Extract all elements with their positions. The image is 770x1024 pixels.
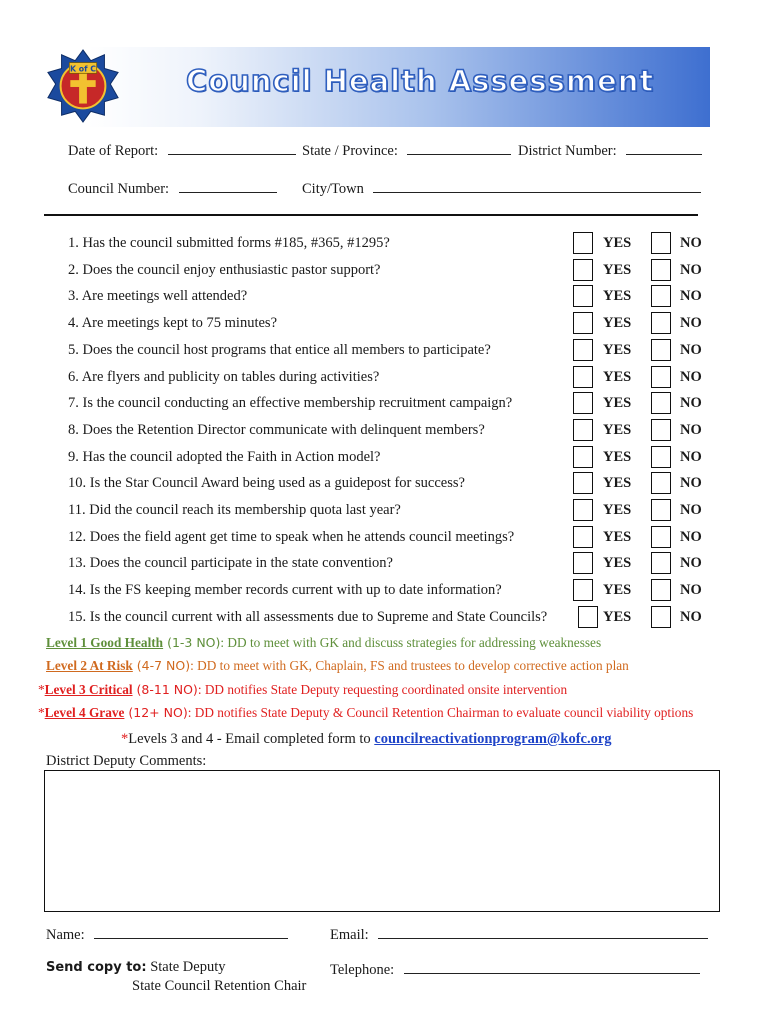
- no-label: NO: [680, 582, 702, 599]
- yes-label: YES: [603, 582, 632, 599]
- no-label: NO: [680, 368, 702, 385]
- no-checkbox[interactable]: [651, 472, 671, 494]
- kofc-emblem-logo: [44, 47, 122, 125]
- yes-checkbox[interactable]: [573, 259, 593, 281]
- no-checkbox[interactable]: [651, 232, 671, 254]
- level-range: (4-7 NO): [132, 658, 191, 673]
- level-3-line: [38, 682, 567, 698]
- question-text: 12. Does the field agent get time to speak when he attends council meetings?: [68, 528, 515, 545]
- state-province-row: [302, 140, 511, 160]
- recipient-state-deputy: State Deputy: [150, 959, 226, 975]
- state-province-field[interactable]: [407, 140, 511, 155]
- no-checkbox[interactable]: [651, 259, 671, 281]
- no-checkbox[interactable]: [651, 339, 671, 361]
- yes-checkbox[interactable]: [573, 285, 593, 307]
- name-label: Name:: [46, 927, 85, 943]
- send-copy-row: [46, 959, 226, 976]
- level-range: (8-11 NO): [132, 682, 198, 697]
- comments-textarea[interactable]: [44, 770, 720, 912]
- no-label: NO: [680, 288, 702, 305]
- level-prefix: *: [38, 705, 45, 720]
- no-label: NO: [680, 315, 702, 332]
- no-checkbox[interactable]: [651, 606, 671, 628]
- no-label: NO: [680, 502, 702, 518]
- no-checkbox[interactable]: [651, 499, 671, 521]
- no-checkbox[interactable]: [651, 419, 671, 441]
- no-checkbox[interactable]: [651, 392, 671, 414]
- question-text: 13. Does the council participate in the state convention?: [68, 555, 393, 572]
- level-2-line: [46, 658, 629, 674]
- question-text: 1. Has the council submitted forms #185, #365, #1295?: [68, 235, 390, 251]
- comments-label: District Deputy Comments:: [46, 753, 207, 769]
- yes-label: YES: [603, 528, 632, 545]
- level-range: (1-3 NO): [163, 635, 221, 650]
- yes-checkbox[interactable]: [573, 392, 593, 414]
- no-label: NO: [680, 475, 702, 492]
- name-row: [46, 924, 288, 944]
- yes-checkbox[interactable]: [573, 366, 593, 388]
- no-checkbox[interactable]: [651, 285, 671, 307]
- yes-checkbox[interactable]: [573, 339, 593, 361]
- level-range: (12+ NO): [124, 705, 188, 720]
- yes-checkbox[interactable]: [573, 446, 593, 468]
- level-description: : DD notifies State Deputy & Council Retention Chairman to evaluate council viability options: [187, 705, 694, 720]
- email-field[interactable]: [378, 924, 708, 939]
- no-label: NO: [680, 555, 702, 572]
- page-title: Council Health Assessment: [186, 64, 655, 98]
- level-description: : DD to meet with GK, Chaplain, FS and trustees to develop corrective action plan: [190, 658, 629, 673]
- telephone-label: Telephone:: [330, 962, 395, 978]
- yes-checkbox[interactable]: [573, 526, 593, 548]
- council-number-row: [68, 178, 277, 198]
- email-note-star: *: [121, 731, 129, 747]
- city-town-row: [302, 178, 701, 198]
- yes-label: YES: [603, 475, 632, 492]
- level-label: Level 1 Good Health: [46, 635, 164, 650]
- no-checkbox[interactable]: [651, 579, 671, 601]
- yes-label: YES: [603, 502, 632, 518]
- no-label: NO: [680, 608, 702, 625]
- section-divider: [44, 214, 698, 216]
- yes-label: YES: [603, 235, 632, 251]
- yes-checkbox[interactable]: [573, 419, 593, 441]
- telephone-field[interactable]: [404, 959, 700, 974]
- date-of-report-row: [68, 140, 296, 160]
- question-text: 9. Has the council adopted the Faith in Action model?: [68, 448, 381, 465]
- level-description: : DD notifies State Deputy requesting coordinated onsite intervention: [197, 682, 568, 697]
- no-label: NO: [680, 235, 702, 251]
- yes-label: YES: [603, 368, 632, 385]
- name-field[interactable]: [94, 924, 288, 939]
- email-note-text: Levels 3 and 4 - Email completed form to: [128, 731, 375, 747]
- yes-checkbox[interactable]: [573, 472, 593, 494]
- yes-checkbox[interactable]: [573, 552, 593, 574]
- question-text: 4. Are meetings kept to 75 minutes?: [68, 315, 278, 332]
- no-label: NO: [680, 448, 702, 465]
- yes-label: YES: [603, 261, 632, 278]
- date-of-report-field[interactable]: [168, 140, 296, 155]
- council-number-field[interactable]: [179, 178, 277, 193]
- council-number-label: Council Number:: [68, 181, 170, 197]
- no-checkbox[interactable]: [651, 366, 671, 388]
- level-prefix: *: [38, 682, 45, 697]
- no-label: NO: [680, 421, 702, 438]
- no-checkbox[interactable]: [651, 312, 671, 334]
- question-text: 15. Is the council current with all assessments due to Supreme and State Councils?: [68, 608, 548, 625]
- city-town-label: City/Town: [302, 181, 364, 197]
- level-label: Level 2 At Risk: [46, 658, 133, 673]
- question-text: 10. Is the Star Council Award being used as a guidepost for success?: [68, 475, 465, 492]
- yes-label: YES: [603, 448, 632, 465]
- yes-label: YES: [603, 288, 632, 305]
- city-town-field[interactable]: [373, 178, 701, 193]
- email-row: [330, 924, 708, 944]
- question-text: 3. Are meetings well attended?: [68, 288, 248, 305]
- yes-label: YES: [603, 341, 632, 358]
- svg-text:K of C: K of C: [70, 64, 96, 74]
- district-number-field[interactable]: [626, 140, 702, 155]
- no-label: NO: [680, 528, 702, 545]
- question-text: 11. Did the council reach its membership quota last year?: [68, 502, 401, 518]
- no-label: NO: [680, 261, 702, 278]
- yes-label: YES: [603, 421, 632, 438]
- no-label: NO: [680, 395, 702, 412]
- question-text: 14. Is the FS keeping member records current with up to date information?: [68, 582, 502, 599]
- yes-label: YES: [603, 315, 632, 332]
- recipient-retention-chair: State Council Retention Chair: [132, 978, 307, 994]
- send-copy-label: Send copy to:: [46, 960, 147, 975]
- level-1-line: [46, 635, 601, 651]
- question-text: 2. Does the council enjoy enthusiastic pastor support?: [68, 261, 381, 278]
- yes-checkbox[interactable]: [573, 232, 593, 254]
- date-of-report-label: Date of Report:: [68, 143, 159, 159]
- question-text: 5. Does the council host programs that entice all members to participate?: [68, 341, 491, 358]
- question-text: 8. Does the Retention Director communicate with delinquent members?: [68, 421, 485, 438]
- level-label: Level 3 Critical: [44, 682, 133, 697]
- yes-checkbox[interactable]: [578, 606, 598, 628]
- yes-checkbox[interactable]: [573, 312, 593, 334]
- yes-label: YES: [603, 608, 632, 625]
- yes-checkbox[interactable]: [573, 499, 593, 521]
- question-text: 7. Is the council conducting an effective membership recruitment campaign?: [68, 395, 513, 412]
- email-instruction: [121, 731, 612, 748]
- email-label: Email:: [330, 927, 369, 943]
- yes-checkbox[interactable]: [573, 579, 593, 601]
- question-text: 6. Are flyers and publicity on tables during activities?: [68, 368, 380, 385]
- level-label: Level 4 Grave: [44, 705, 125, 720]
- no-label: NO: [680, 341, 702, 358]
- telephone-row: [330, 959, 700, 979]
- district-number-row: [518, 140, 702, 160]
- no-checkbox[interactable]: [651, 446, 671, 468]
- yes-label: YES: [603, 555, 632, 572]
- no-checkbox[interactable]: [651, 526, 671, 548]
- level-description: : DD to meet with GK and discuss strategies for addressing weaknesses: [220, 635, 602, 650]
- recipient-row-2: [132, 978, 306, 995]
- yes-label: YES: [603, 395, 632, 412]
- district-number-label: District Number:: [518, 143, 617, 159]
- no-checkbox[interactable]: [651, 552, 671, 574]
- level-4-line: [38, 705, 693, 721]
- email-link[interactable]: councilreactivationprogram@kofc.org: [374, 731, 612, 747]
- state-province-label: State / Province:: [302, 143, 398, 159]
